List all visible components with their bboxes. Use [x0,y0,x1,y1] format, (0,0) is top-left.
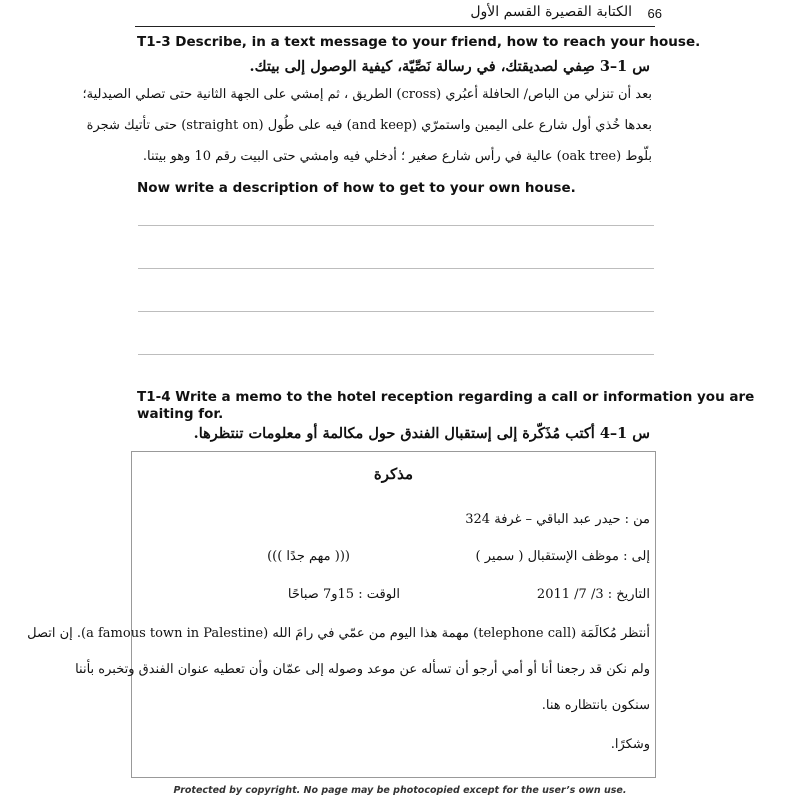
t1-3-english-heading: T1-3 Describe, in a text message to your friend, how to reach your house. [137,34,701,50]
t1-4-english-heading: T1-4 Write a memo to the hotel reception regarding a call or information you are [137,389,755,405]
t1-4-english-heading-cont: waiting for. [137,406,224,422]
memo-to: إلى : موظف الإستقبال ( سمير ) [475,549,650,564]
t1-3-body-line: بلّوط (oak tree) عالية في رأس شارع صغير ؛ أدخلي فيه وامشي حتى البيت رقم 10 وهو بيتنا. [142,149,652,164]
t1-3-prompt: Now write a description of how to get to your own house. [137,180,576,196]
memo-body-line: أنتظر مُكالَمَة (telephone call) مهمة هذا اليوم من عمّي في رامَ الله (a famous town in Palestine). إن اتصل [27,626,650,641]
t1-3-arabic-heading: س 1–3 صِفي لصديقتك، في رسالة نَصِّيّة، كيفية الوصول إلى بيتك. [249,58,650,75]
memo-date: التاريخ : 3/ 7/ 2011 [536,587,650,602]
memo-box [27,451,656,778]
memo-closing: وشكرًا. [610,737,650,752]
page-number: 66 [647,6,662,21]
t1-4-arabic-heading: س 1–4 أكتب مُذَكّرة إلى إستقبال الفندق حول مكالمة أو معلومات تنتظرها. [193,425,650,442]
memo-from: من : حيدر عبد الباقي – غرفة 324 [465,512,650,527]
memo-urgent: ((( مهم جدًا ))) [267,549,350,564]
memo-time: الوقت : 15و7 صباحًا [287,587,400,602]
memo-body-line: ولم نكن قد رجعنا أنا أو أمي أرجو أن تسأله عن موعد وصوله إلى عمّان وأن تعطيه عنوان الفندق وتخبره بأننا [75,662,650,677]
t1-3-body-line: بعدها خُذي أول شارع على اليمين واستمرّي (and keep) فيه على طُول (straight on) حتى تأتيك شجرة [86,118,652,133]
answer-line [138,268,654,269]
answer-line [138,225,654,226]
header-rule [135,26,655,27]
memo-title: مذكرة [373,465,414,483]
t1-3-body-line: بعد أن تنزلي من الباص/ الحافلة أعبُري (cross) الطريق ، ثم إمشي على الجهة الثانية حتى تصلي الصيدلية؛ [82,87,652,102]
answer-line [138,311,654,312]
memo-body-line: سنكون بانتظاره هنا. [541,698,650,713]
answer-line [138,354,654,355]
running-head: الكتابة القصيرة القسم الأول [470,4,632,20]
copyright-footer: Protected by copyright. No page may be photocopied except for the user’s own use. [173,785,627,796]
